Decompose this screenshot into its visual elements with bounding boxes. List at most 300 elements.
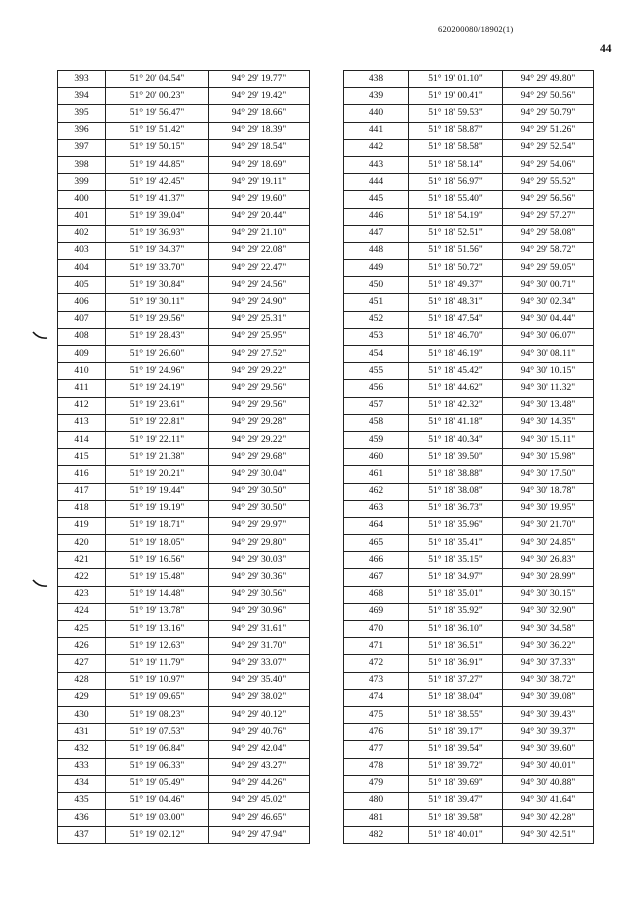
latitude-cell: 51° 19' 11.79" [106,655,209,672]
point-number-cell: 417 [58,483,106,500]
point-number-cell: 451 [344,294,409,311]
latitude-cell: 51° 18' 47.54" [409,311,503,328]
point-number-cell: 458 [344,414,409,431]
table-row [58,603,310,620]
table-row [344,71,594,88]
latitude-cell: 51° 19' 02.12" [106,827,209,844]
point-number-cell: 442 [344,139,409,156]
table-row [344,208,594,225]
table-row [58,638,310,655]
latitude-cell: 51° 18' 46.70" [409,328,503,345]
table-row [58,328,310,345]
table-row [344,397,594,414]
latitude-cell: 51° 18' 38.08" [409,483,503,500]
table-row [344,346,594,363]
table-row [344,535,594,552]
point-number-cell: 411 [58,380,106,397]
table-row [58,397,310,414]
longitude-cell: 94° 30' 36.22" [503,638,594,655]
table-row [344,500,594,517]
table-row [344,225,594,242]
point-number-cell: 405 [58,277,106,294]
longitude-cell: 94° 29' 31.70" [209,638,310,655]
latitude-cell: 51° 19' 36.93" [106,225,209,242]
longitude-cell: 94° 29' 29.22" [209,431,310,448]
point-number-cell: 422 [58,569,106,586]
point-number-cell: 453 [344,328,409,345]
longitude-cell: 94° 30' 15.98" [503,449,594,466]
latitude-cell: 51° 18' 36.73" [409,500,503,517]
longitude-cell: 94° 29' 55.52" [503,174,594,191]
table-row [344,414,594,431]
point-number-cell: 454 [344,346,409,363]
latitude-cell: 51° 19' 08.23" [106,706,209,723]
point-number-cell: 403 [58,242,106,259]
table-row [58,277,310,294]
latitude-cell: 51° 19' 39.04" [106,208,209,225]
latitude-cell: 51° 18' 49.37" [409,277,503,294]
latitude-cell: 51° 18' 39.17" [409,724,503,741]
latitude-cell: 51° 18' 38.88" [409,466,503,483]
table-row [58,88,310,105]
latitude-cell: 51° 18' 39.69" [409,775,503,792]
point-number-cell: 472 [344,655,409,672]
latitude-cell: 51° 18' 59.53" [409,105,503,122]
latitude-cell: 51° 19' 12.63" [106,638,209,655]
table-row [58,621,310,638]
latitude-cell: 51° 19' 19.19" [106,500,209,517]
latitude-cell: 51° 19' 50.15" [106,139,209,156]
point-number-cell: 394 [58,88,106,105]
latitude-cell: 51° 19' 06.84" [106,741,209,758]
latitude-cell: 51° 19' 18.05" [106,535,209,552]
longitude-cell: 94° 30' 37.33" [503,655,594,672]
latitude-cell: 51° 18' 35.92" [409,603,503,620]
latitude-cell: 51° 18' 58.14" [409,156,503,173]
table-row [344,483,594,500]
longitude-cell: 94° 29' 30.04" [209,466,310,483]
longitude-cell: 94° 29' 20.44" [209,208,310,225]
table-row [344,569,594,586]
longitude-cell: 94° 30' 39.37" [503,724,594,741]
longitude-cell: 94° 30' 06.07" [503,328,594,345]
point-number-cell: 393 [58,71,106,88]
longitude-cell: 94° 29' 30.03" [209,552,310,569]
longitude-cell: 94° 29' 29.28" [209,414,310,431]
longitude-cell: 94° 29' 44.26" [209,775,310,792]
table-row [58,122,310,139]
latitude-cell: 51° 19' 09.65" [106,689,209,706]
table-row [344,689,594,706]
latitude-cell: 51° 19' 21.38" [106,449,209,466]
point-number-cell: 399 [58,174,106,191]
latitude-cell: 51° 18' 36.91" [409,655,503,672]
table-row [58,689,310,706]
latitude-cell: 51° 19' 22.11" [106,431,209,448]
longitude-cell: 94° 29' 18.66" [209,105,310,122]
longitude-cell: 94° 29' 29.56" [209,380,310,397]
point-number-cell: 457 [344,397,409,414]
point-number-cell: 464 [344,517,409,534]
point-number-cell: 478 [344,758,409,775]
latitude-cell: 51° 20' 00.23" [106,88,209,105]
point-number-cell: 474 [344,689,409,706]
longitude-cell: 94° 30' 10.15" [503,363,594,380]
latitude-cell: 51° 18' 39.47" [409,792,503,809]
point-number-cell: 433 [58,758,106,775]
latitude-cell: 51° 18' 39.54" [409,741,503,758]
point-number-cell: 455 [344,363,409,380]
table-row [344,88,594,105]
table-row [58,431,310,448]
latitude-cell: 51° 18' 50.72" [409,260,503,277]
table-row [344,603,594,620]
latitude-cell: 51° 18' 39.72" [409,758,503,775]
table-row [344,122,594,139]
point-number-cell: 425 [58,621,106,638]
table-row [344,792,594,809]
longitude-cell: 94° 30' 00.71" [503,277,594,294]
latitude-cell: 51° 19' 33.70" [106,260,209,277]
table-row [344,260,594,277]
longitude-cell: 94° 29' 21.10" [209,225,310,242]
longitude-cell: 94° 29' 18.69" [209,156,310,173]
longitude-cell: 94° 29' 29.22" [209,363,310,380]
latitude-cell: 51° 18' 37.27" [409,672,503,689]
longitude-cell: 94° 29' 57.27" [503,208,594,225]
longitude-cell: 94° 30' 28.99" [503,569,594,586]
latitude-cell: 51° 19' 16.56" [106,552,209,569]
point-number-cell: 439 [344,88,409,105]
table-row [344,191,594,208]
latitude-cell: 51° 18' 35.15" [409,552,503,569]
point-number-cell: 428 [58,672,106,689]
point-number-cell: 437 [58,827,106,844]
point-number-cell: 431 [58,724,106,741]
latitude-cell: 51° 18' 40.01" [409,827,503,844]
latitude-cell: 51° 19' 51.42" [106,122,209,139]
longitude-cell: 94° 29' 54.06" [503,156,594,173]
latitude-cell: 51° 18' 58.87" [409,122,503,139]
point-number-cell: 396 [58,122,106,139]
longitude-cell: 94° 29' 29.68" [209,449,310,466]
table-row [344,294,594,311]
latitude-cell: 51° 18' 36.10" [409,621,503,638]
point-number-cell: 473 [344,672,409,689]
longitude-cell: 94° 30' 30.15" [503,586,594,603]
point-number-cell: 449 [344,260,409,277]
longitude-cell: 94° 29' 19.77" [209,71,310,88]
table-row [344,724,594,741]
latitude-cell: 51° 19' 23.61" [106,397,209,414]
point-number-cell: 438 [344,71,409,88]
longitude-cell: 94° 30' 19.95" [503,500,594,517]
table-row [58,380,310,397]
table-row [58,586,310,603]
latitude-cell: 51° 19' 00.41" [409,88,503,105]
document-id: 620200080/18902(1) [438,24,514,34]
table-row [58,225,310,242]
point-number-cell: 469 [344,603,409,620]
longitude-cell: 94° 30' 14.35" [503,414,594,431]
table-row [344,827,594,844]
latitude-cell: 51° 18' 38.55" [409,706,503,723]
table-row [58,449,310,466]
longitude-cell: 94° 30' 02.34" [503,294,594,311]
longitude-cell: 94° 29' 58.72" [503,242,594,259]
longitude-cell: 94° 29' 30.36" [209,569,310,586]
table-row [344,363,594,380]
table-row [58,792,310,809]
longitude-cell: 94° 29' 47.94" [209,827,310,844]
margin-tick-mark [32,578,48,588]
latitude-cell: 51° 18' 58.58" [409,139,503,156]
point-number-cell: 430 [58,706,106,723]
longitude-cell: 94° 30' 17.50" [503,466,594,483]
latitude-cell: 51° 19' 24.96" [106,363,209,380]
point-number-cell: 409 [58,346,106,363]
latitude-cell: 51° 18' 39.50" [409,449,503,466]
point-number-cell: 447 [344,225,409,242]
table-row [344,621,594,638]
longitude-cell: 94° 29' 56.56" [503,191,594,208]
point-number-cell: 395 [58,105,106,122]
point-number-cell: 432 [58,741,106,758]
table-row [344,105,594,122]
table-row [344,139,594,156]
point-number-cell: 436 [58,810,106,827]
latitude-cell: 51° 19' 42.45" [106,174,209,191]
table-row [58,724,310,741]
table-row [344,586,594,603]
latitude-cell: 51° 19' 28.43" [106,328,209,345]
point-number-cell: 470 [344,621,409,638]
point-number-cell: 466 [344,552,409,569]
table-row [58,174,310,191]
table-row [58,672,310,689]
latitude-cell: 51° 18' 38.04" [409,689,503,706]
table-row [58,655,310,672]
table-row [344,380,594,397]
longitude-cell: 94° 29' 40.12" [209,706,310,723]
latitude-cell: 51° 19' 15.48" [106,569,209,586]
table-row [344,328,594,345]
table-row [344,810,594,827]
longitude-cell: 94° 29' 43.27" [209,758,310,775]
longitude-cell: 94° 30' 11.32" [503,380,594,397]
point-number-cell: 443 [344,156,409,173]
latitude-cell: 51° 19' 14.48" [106,586,209,603]
table-row [344,517,594,534]
longitude-cell: 94° 30' 39.43" [503,706,594,723]
point-number-cell: 416 [58,466,106,483]
table-row [58,311,310,328]
point-number-cell: 427 [58,655,106,672]
longitude-cell: 94° 29' 40.76" [209,724,310,741]
table-row [344,706,594,723]
point-number-cell: 450 [344,277,409,294]
latitude-cell: 51° 18' 48.31" [409,294,503,311]
longitude-cell: 94° 29' 50.79" [503,105,594,122]
latitude-cell: 51° 19' 04.46" [106,792,209,809]
point-number-cell: 435 [58,792,106,809]
latitude-cell: 51° 19' 30.84" [106,277,209,294]
point-number-cell: 456 [344,380,409,397]
table-row [344,156,594,173]
page-number: 44 [600,43,612,55]
latitude-cell: 51° 18' 56.97" [409,174,503,191]
table-row [344,638,594,655]
latitude-cell: 51° 18' 45.42" [409,363,503,380]
table-row [344,552,594,569]
longitude-cell: 94° 29' 49.80" [503,71,594,88]
point-number-cell: 398 [58,156,106,173]
longitude-cell: 94° 29' 59.05" [503,260,594,277]
longitude-cell: 94° 29' 29.56" [209,397,310,414]
latitude-cell: 51° 19' 19.44" [106,483,209,500]
latitude-cell: 51° 18' 35.96" [409,517,503,534]
table-row [344,655,594,672]
longitude-cell: 94° 29' 24.56" [209,277,310,294]
point-number-cell: 463 [344,500,409,517]
longitude-cell: 94° 29' 51.26" [503,122,594,139]
latitude-cell: 51° 18' 40.34" [409,431,503,448]
point-number-cell: 401 [58,208,106,225]
latitude-cell: 51° 19' 05.49" [106,775,209,792]
table-row [344,741,594,758]
point-number-cell: 418 [58,500,106,517]
latitude-cell: 51° 19' 18.71" [106,517,209,534]
longitude-cell: 94° 29' 25.31" [209,311,310,328]
point-number-cell: 471 [344,638,409,655]
latitude-cell: 51° 19' 03.00" [106,810,209,827]
latitude-cell: 51° 18' 36.51" [409,638,503,655]
point-number-cell: 414 [58,431,106,448]
longitude-cell: 94° 29' 27.52" [209,346,310,363]
point-number-cell: 412 [58,397,106,414]
point-number-cell: 481 [344,810,409,827]
longitude-cell: 94° 30' 40.01" [503,758,594,775]
point-number-cell: 400 [58,191,106,208]
table-row [58,363,310,380]
longitude-cell: 94° 29' 19.11" [209,174,310,191]
longitude-cell: 94° 29' 45.02" [209,792,310,809]
longitude-cell: 94° 30' 42.51" [503,827,594,844]
longitude-cell: 94° 30' 40.88" [503,775,594,792]
point-number-cell: 413 [58,414,106,431]
table-row [344,174,594,191]
longitude-cell: 94° 29' 50.56" [503,88,594,105]
longitude-cell: 94° 30' 41.64" [503,792,594,809]
table-row [344,449,594,466]
table-row [344,672,594,689]
longitude-cell: 94° 29' 35.40" [209,672,310,689]
point-number-cell: 408 [58,328,106,345]
table-row [344,311,594,328]
point-number-cell: 397 [58,139,106,156]
table-row [58,758,310,775]
latitude-cell: 51° 18' 46.19" [409,346,503,363]
point-number-cell: 426 [58,638,106,655]
latitude-cell: 51° 18' 44.62" [409,380,503,397]
latitude-cell: 51° 18' 34.97" [409,569,503,586]
latitude-cell: 51° 19' 13.78" [106,603,209,620]
latitude-cell: 51° 18' 39.58" [409,810,503,827]
point-number-cell: 424 [58,603,106,620]
table-row [58,517,310,534]
latitude-cell: 51° 18' 55.40" [409,191,503,208]
longitude-cell: 94° 29' 18.54" [209,139,310,156]
coordinates-table-right [343,70,594,844]
longitude-cell: 94° 29' 31.61" [209,621,310,638]
point-number-cell: 421 [58,552,106,569]
point-number-cell: 465 [344,535,409,552]
latitude-cell: 51° 18' 41.18" [409,414,503,431]
table-row [58,535,310,552]
table-row [58,414,310,431]
longitude-cell: 94° 30' 18.78" [503,483,594,500]
point-number-cell: 420 [58,535,106,552]
longitude-cell: 94° 29' 24.90" [209,294,310,311]
latitude-cell: 51° 18' 42.32" [409,397,503,414]
latitude-cell: 51° 19' 07.53" [106,724,209,741]
longitude-cell: 94° 29' 19.60" [209,191,310,208]
table-row [58,810,310,827]
latitude-cell: 51° 19' 22.81" [106,414,209,431]
point-number-cell: 462 [344,483,409,500]
longitude-cell: 94° 29' 22.47" [209,260,310,277]
latitude-cell: 51° 18' 52.51" [409,225,503,242]
latitude-cell: 51° 18' 54.19" [409,208,503,225]
table-row [344,431,594,448]
point-number-cell: 467 [344,569,409,586]
latitude-cell: 51° 19' 26.60" [106,346,209,363]
coordinates-table-left [57,70,310,844]
longitude-cell: 94° 30' 39.60" [503,741,594,758]
latitude-cell: 51° 18' 35.01" [409,586,503,603]
longitude-cell: 94° 29' 30.50" [209,500,310,517]
latitude-cell: 51° 19' 30.11" [106,294,209,311]
point-number-cell: 479 [344,775,409,792]
point-number-cell: 446 [344,208,409,225]
table-row [58,346,310,363]
latitude-cell: 51° 19' 44.85" [106,156,209,173]
point-number-cell: 448 [344,242,409,259]
longitude-cell: 94° 30' 34.58" [503,621,594,638]
longitude-cell: 94° 30' 24.85" [503,535,594,552]
longitude-cell: 94° 30' 42.28" [503,810,594,827]
point-number-cell: 419 [58,517,106,534]
point-number-cell: 406 [58,294,106,311]
point-number-cell: 475 [344,706,409,723]
longitude-cell: 94° 29' 30.96" [209,603,310,620]
table-row [58,191,310,208]
point-number-cell: 423 [58,586,106,603]
point-number-cell: 407 [58,311,106,328]
table-row [344,775,594,792]
longitude-cell: 94° 30' 26.83" [503,552,594,569]
longitude-cell: 94° 29' 22.08" [209,242,310,259]
latitude-cell: 51° 18' 51.56" [409,242,503,259]
table-row [344,758,594,775]
longitude-cell: 94° 30' 04.44" [503,311,594,328]
table-row [58,775,310,792]
longitude-cell: 94° 29' 58.08" [503,225,594,242]
longitude-cell: 94° 29' 25.95" [209,328,310,345]
table-row [58,741,310,758]
longitude-cell: 94° 30' 38.72" [503,672,594,689]
table-row [58,500,310,517]
